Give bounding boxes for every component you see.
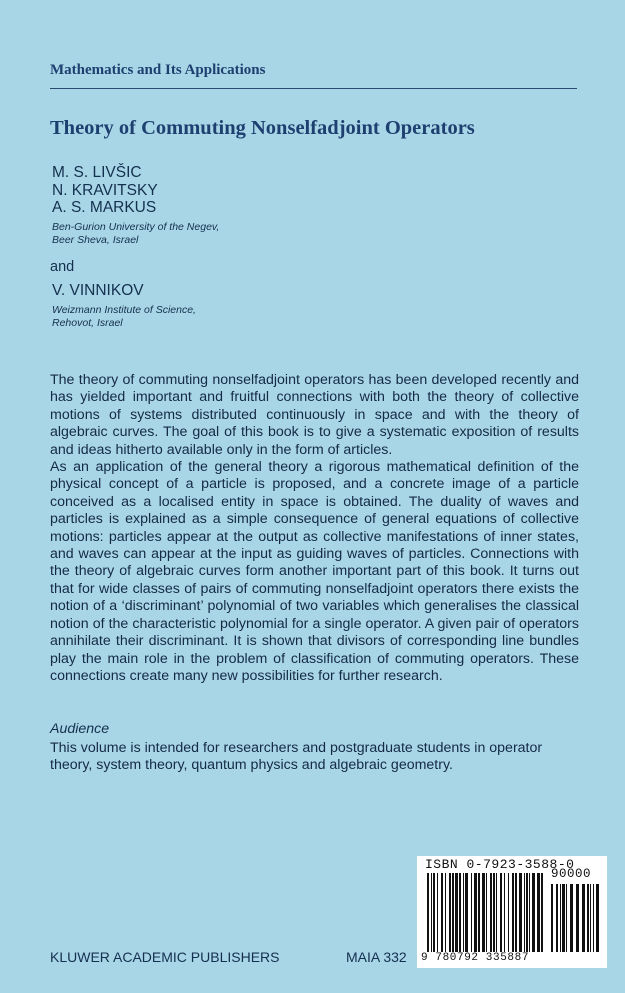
author-group-2 — [52, 282, 196, 331]
author-group-1 — [52, 164, 219, 248]
series-name: Mathematics and Its Applications — [50, 62, 266, 78]
affiliation-line: Rehovot, Israel — [52, 317, 123, 329]
affiliation-line: Ben-Gurion University of the Negev, — [52, 220, 220, 233]
author-name: M. S. LIVŠIC — [52, 164, 142, 181]
author-name: A. S. MARKUS — [52, 199, 157, 216]
book-description — [50, 372, 579, 685]
audience-heading: Audience — [50, 721, 110, 737]
header-rule — [50, 88, 577, 89]
audience-text: This volume is intended for researchers and postgraduate students in operator theory, system theory, quantum physics and algebraic geometry. — [50, 740, 543, 774]
publisher-name: KLUWER ACADEMIC PUBLISHERS — [50, 949, 280, 965]
author-name: V. VINNIKOV — [52, 282, 144, 299]
affiliation-line: Weizmann Institute of Science, — [52, 303, 196, 316]
barcode — [417, 856, 607, 968]
isbn-label: ISBN 0-7923-3588-0 — [425, 857, 575, 872]
author-name: N. KRAVITSKY — [52, 181, 158, 199]
book-title: Theory of Commuting Nonselfadjoint Operators — [50, 117, 475, 139]
barcode-addon-digits: 90000 — [551, 867, 592, 881]
affiliation-line: Beer Sheva, Israel — [52, 234, 139, 246]
barcode-ean-digits: 9 780792 335887 — [421, 952, 530, 964]
and-connector: and — [50, 259, 75, 275]
description-paragraph: As an application of the general theory a rigorous mathematical definition of the physical concept of a particle is proposed, and a concrete image of a particle conceived as a localised entity in space is obtained. The duality of waves and particles is explained as a simple consequence of general equations of collective motions: particles appear at the output as collective manifestations of inner states, and waves can appear at the input as guiding waves of particles. Connections with the theory of algebraic curves form another important part of this book. It turns out that for wide classes of pairs of commuting nonselfadjoint operators there exists the notion of a ‘discriminant’ polynomial of two variables which generalises the classical notion of the characteristic polynomial for a single operator. A given pair of operators annihilate their discriminant. It is shown that divisors of corresponding line bundles play the main role in the problem of classification of commuting operators. These connections create many new possibilities for further research. — [50, 459, 579, 684]
description-paragraph: The theory of commuting nonselfadjoint operators has been developed recently and has yielded important and fruitful connections with both the theory of collective motions of systems distributed continuously in space and with the theory of algebraic curves. The goal of this book is to give a systematic exposition of results and ideas hitherto available only in the form of articles. — [50, 372, 579, 458]
series-code: MAIA 332 — [346, 949, 407, 965]
